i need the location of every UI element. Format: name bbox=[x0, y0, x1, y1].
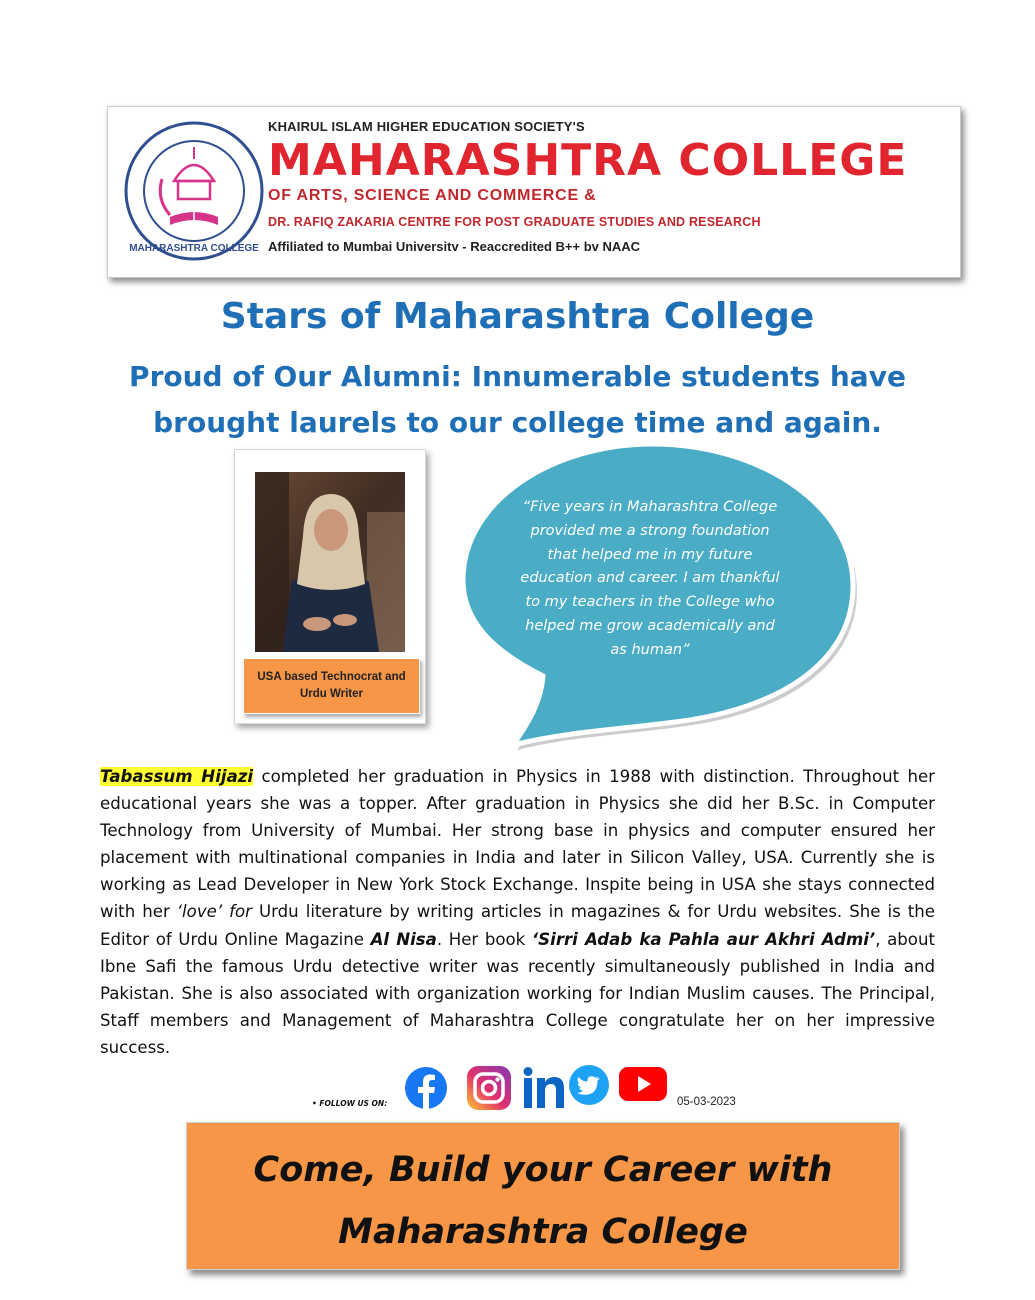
college-header-banner bbox=[107, 106, 961, 278]
alumna-quote: “Five years in Maharashtra College provided me a strong foundation that helped me in my future education and career. I am thankful to my teachers in the College who helped me grow academically and as human” bbox=[520, 499, 780, 658]
bio-part-1: completed her graduation in Physics in 1988 with distinction. Throughout her educational years she was a topper. After graduation in Physics she did her B.Sc. in Computer Technology from University of Mumbai. Her strong base in physics and computer ensured her placement with multinational companies in India and later in Silicon Valley, USA. Currently she is working as Lead Developer in New York Stock Exchange. Inspite being in USA she stays connected with her bbox=[100, 767, 935, 922]
page-subtitle: Proud of Our Alumni: Innumerable students have brought laurels to our college time and again. bbox=[129, 360, 906, 439]
society-name: KHAIRUL ISLAM HIGHER EDUCATION SOCIETY'S bbox=[268, 119, 585, 134]
college-seal-logo bbox=[122, 119, 267, 264]
instagram-icon[interactable] bbox=[466, 1065, 512, 1111]
twitter-icon[interactable] bbox=[568, 1064, 610, 1106]
cta-line-1: Come, Build your Career with bbox=[253, 1150, 833, 1190]
facebook-icon[interactable] bbox=[404, 1066, 448, 1110]
bio-love-phrase: ‘love’ for bbox=[176, 902, 252, 922]
research-centre-name: DR. RAFIQ ZAKARIA CENTRE FOR POST GRADUATE STUDIES AND RESEARCH bbox=[268, 215, 761, 229]
alumna-photo-card bbox=[234, 449, 426, 724]
linkedin-icon[interactable] bbox=[522, 1066, 566, 1110]
bio-part-3: . Her book bbox=[436, 929, 532, 949]
college-subtitle: OF ARTS, SCIENCE AND COMMERCE & bbox=[268, 187, 597, 204]
youtube-icon[interactable] bbox=[618, 1066, 668, 1102]
cta-line-2: Maharashtra College bbox=[338, 1212, 748, 1252]
social-icons-row bbox=[404, 1062, 680, 1112]
alumna-portrait-photo bbox=[255, 472, 405, 652]
follow-us-label: • FOLLOW US ON: bbox=[312, 1099, 388, 1108]
bio-part-2: Urdu literature by writing articles in magazines & for Urdu websites. She is the Editor of Urdu Online Magazine bbox=[100, 902, 935, 949]
follow-us-text: FOLLOW US ON: bbox=[319, 1099, 388, 1108]
alumna-caption: USA based Technocrat and Urdu Writer bbox=[243, 658, 420, 714]
career-cta-box bbox=[186, 1122, 900, 1270]
alumna-biography bbox=[100, 763, 935, 1061]
alumna-name: Tabassum Hijazi bbox=[100, 767, 254, 786]
publish-date: 05-03-2023 bbox=[677, 1096, 736, 1108]
college-name: MAHARASHTRA COLLEGE bbox=[268, 135, 908, 186]
page-title: Stars of Maharashtra College bbox=[220, 296, 815, 337]
seal-caption: MAHARASHTRA COLLEGE bbox=[129, 243, 259, 254]
bio-part-4: , about Ibne Safi the famous Urdu detective writer was recently simultaneously published in India and Pakistan. She is also associated with organization working for Indian Muslim causes. The Principal, Staff members and Management of Maharashtra College congratulate her on her impressive success. bbox=[100, 929, 935, 1057]
book-title: ‘Sirri Adab ka Pahla aur Akhri Admi’ bbox=[531, 929, 876, 949]
affiliation-line: Affiliated to Mumbai Universitv - Reaccredited B++ bv NAAC bbox=[268, 239, 641, 254]
magazine-name: Al Nisa bbox=[370, 929, 437, 949]
